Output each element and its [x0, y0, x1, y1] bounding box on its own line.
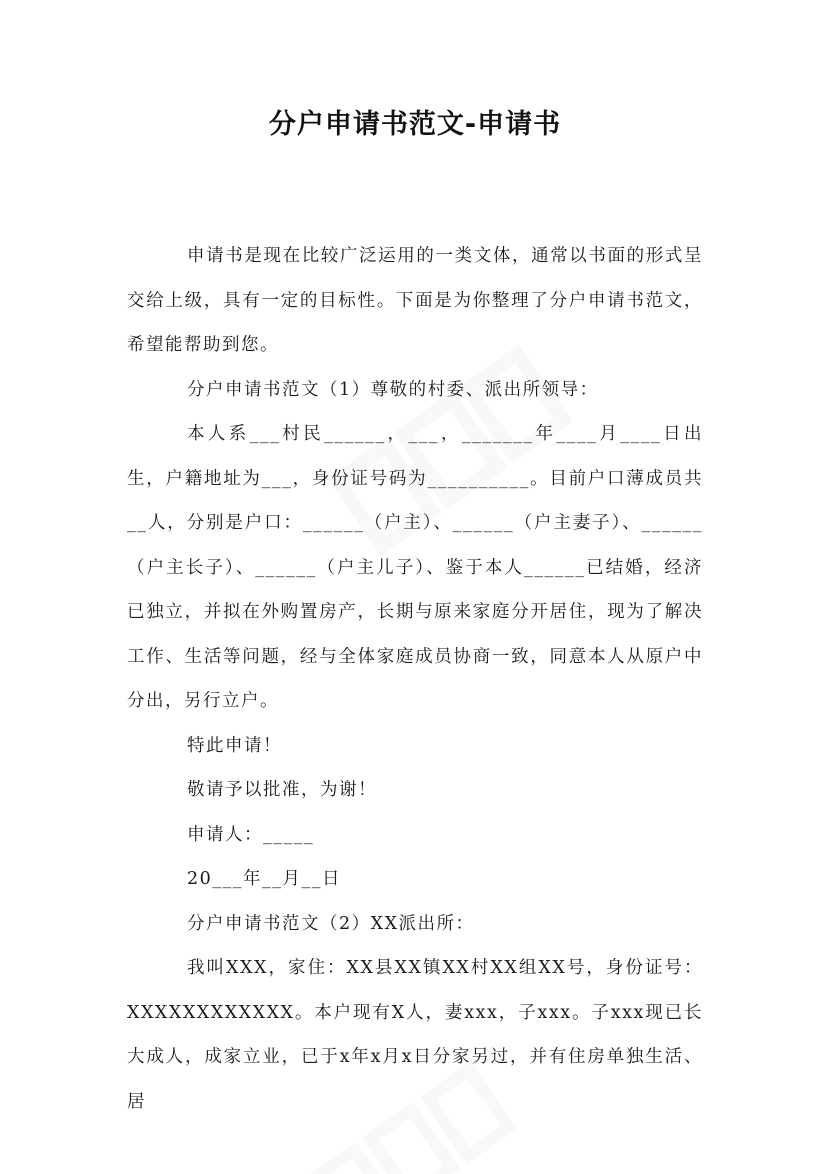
paragraph-approval-request: 敬请予以批准，为谢！ [187, 780, 377, 800]
document-body [127, 234, 703, 1124]
paragraph-sample1-body: 本人系___村民______，___，_______年____月____日出生，户籍地址为___，身份证号码为__________。目前户口薄成员共__人，分别是户口：______（户主）、______（户主妻子）、______（户主长子）、______（户主儿子）、鉴于本人______已结婚，经济已独立，并拟在外购置房产，长期与原来家庭分开居住，现为了解决工作、生活等问题，经与全体家庭成员协商一致，同意本人从原户中分出，另行立户。 [127, 424, 703, 711]
paragraph-intro: 申请书是现在比较广泛运用的一类文体，通常以书面的形式呈交给上级，具有一定的目标性。下面是为你整理了分户申请书范文，希望能帮助到您。 [127, 246, 703, 355]
paragraph-applicant: 申请人：_____ [187, 824, 315, 845]
paragraph-sample2-heading: 分户申请书范文（2）XX派出所： [187, 913, 475, 934]
paragraph-date: 20___年__月__日 [187, 869, 342, 889]
paragraph-sample1-heading: 分户申请书范文（1）尊敬的村委、派出所领导： [187, 379, 599, 400]
document-title: 分户申请书范文-申请书 [268, 109, 562, 140]
paragraph-sample2-body: 我叫XXX，家住：XX县XX镇XX村XX组XX号，身份证号：XXXXXXXXXXXX。本户现有X人，妻xxx，子xxx。子xxx现已长大成人，成家立业，已于x年x月x日分家另过，并有住房单独生活、居 [127, 958, 703, 1112]
paragraph-special-request: 特此申请！ [187, 735, 282, 756]
